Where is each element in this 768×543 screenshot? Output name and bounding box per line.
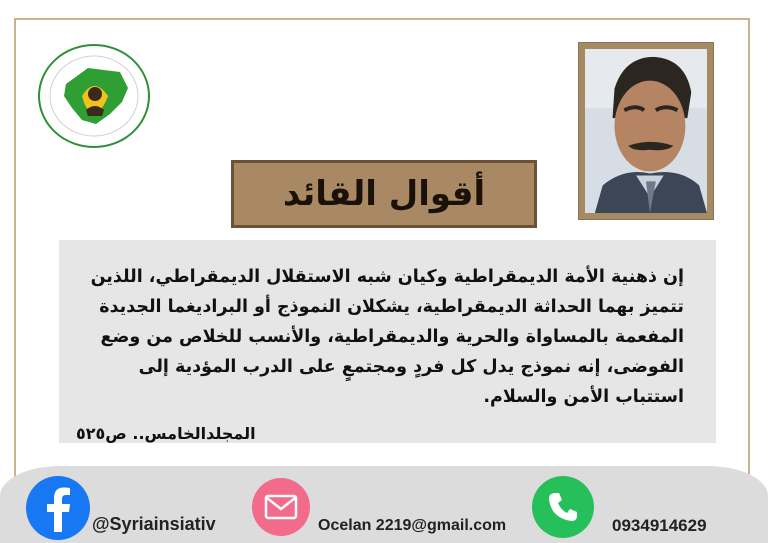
facebook-icon[interactable] [26, 476, 90, 540]
quote-text: إن ذهنية الأمة الديمقراطية وكيان شبه الاستقلال الديمقراطي، اللذين تتميز بهما الحداثة الديمقراطية، يشكلان النموذج أو البراديغما الجديدة المفعمة بالمساواة والحرية والديمقراطية، والأنسب للخلاص من وضع الفوضى، إنه نموذج يدل كل فردٍ ومجتمعٍ على الدرب المؤدية إلى استتباب الأمن والسلام. [90, 267, 684, 407]
organization-logo [36, 42, 152, 150]
leader-portrait [578, 42, 714, 220]
email-address[interactable]: Ocelan 2219@gmail.com [318, 517, 507, 534]
phone-icon[interactable] [532, 476, 594, 538]
phone-number[interactable]: 0934914629 [612, 516, 707, 535]
page-title: أقوال القائد [282, 174, 486, 214]
mail-icon[interactable] [252, 478, 310, 536]
facebook-handle[interactable]: @Syriainsiativ [92, 514, 216, 534]
title-banner [231, 160, 537, 228]
quote-source: المجلدالخامس.. ص٥٢٥ [76, 424, 256, 443]
